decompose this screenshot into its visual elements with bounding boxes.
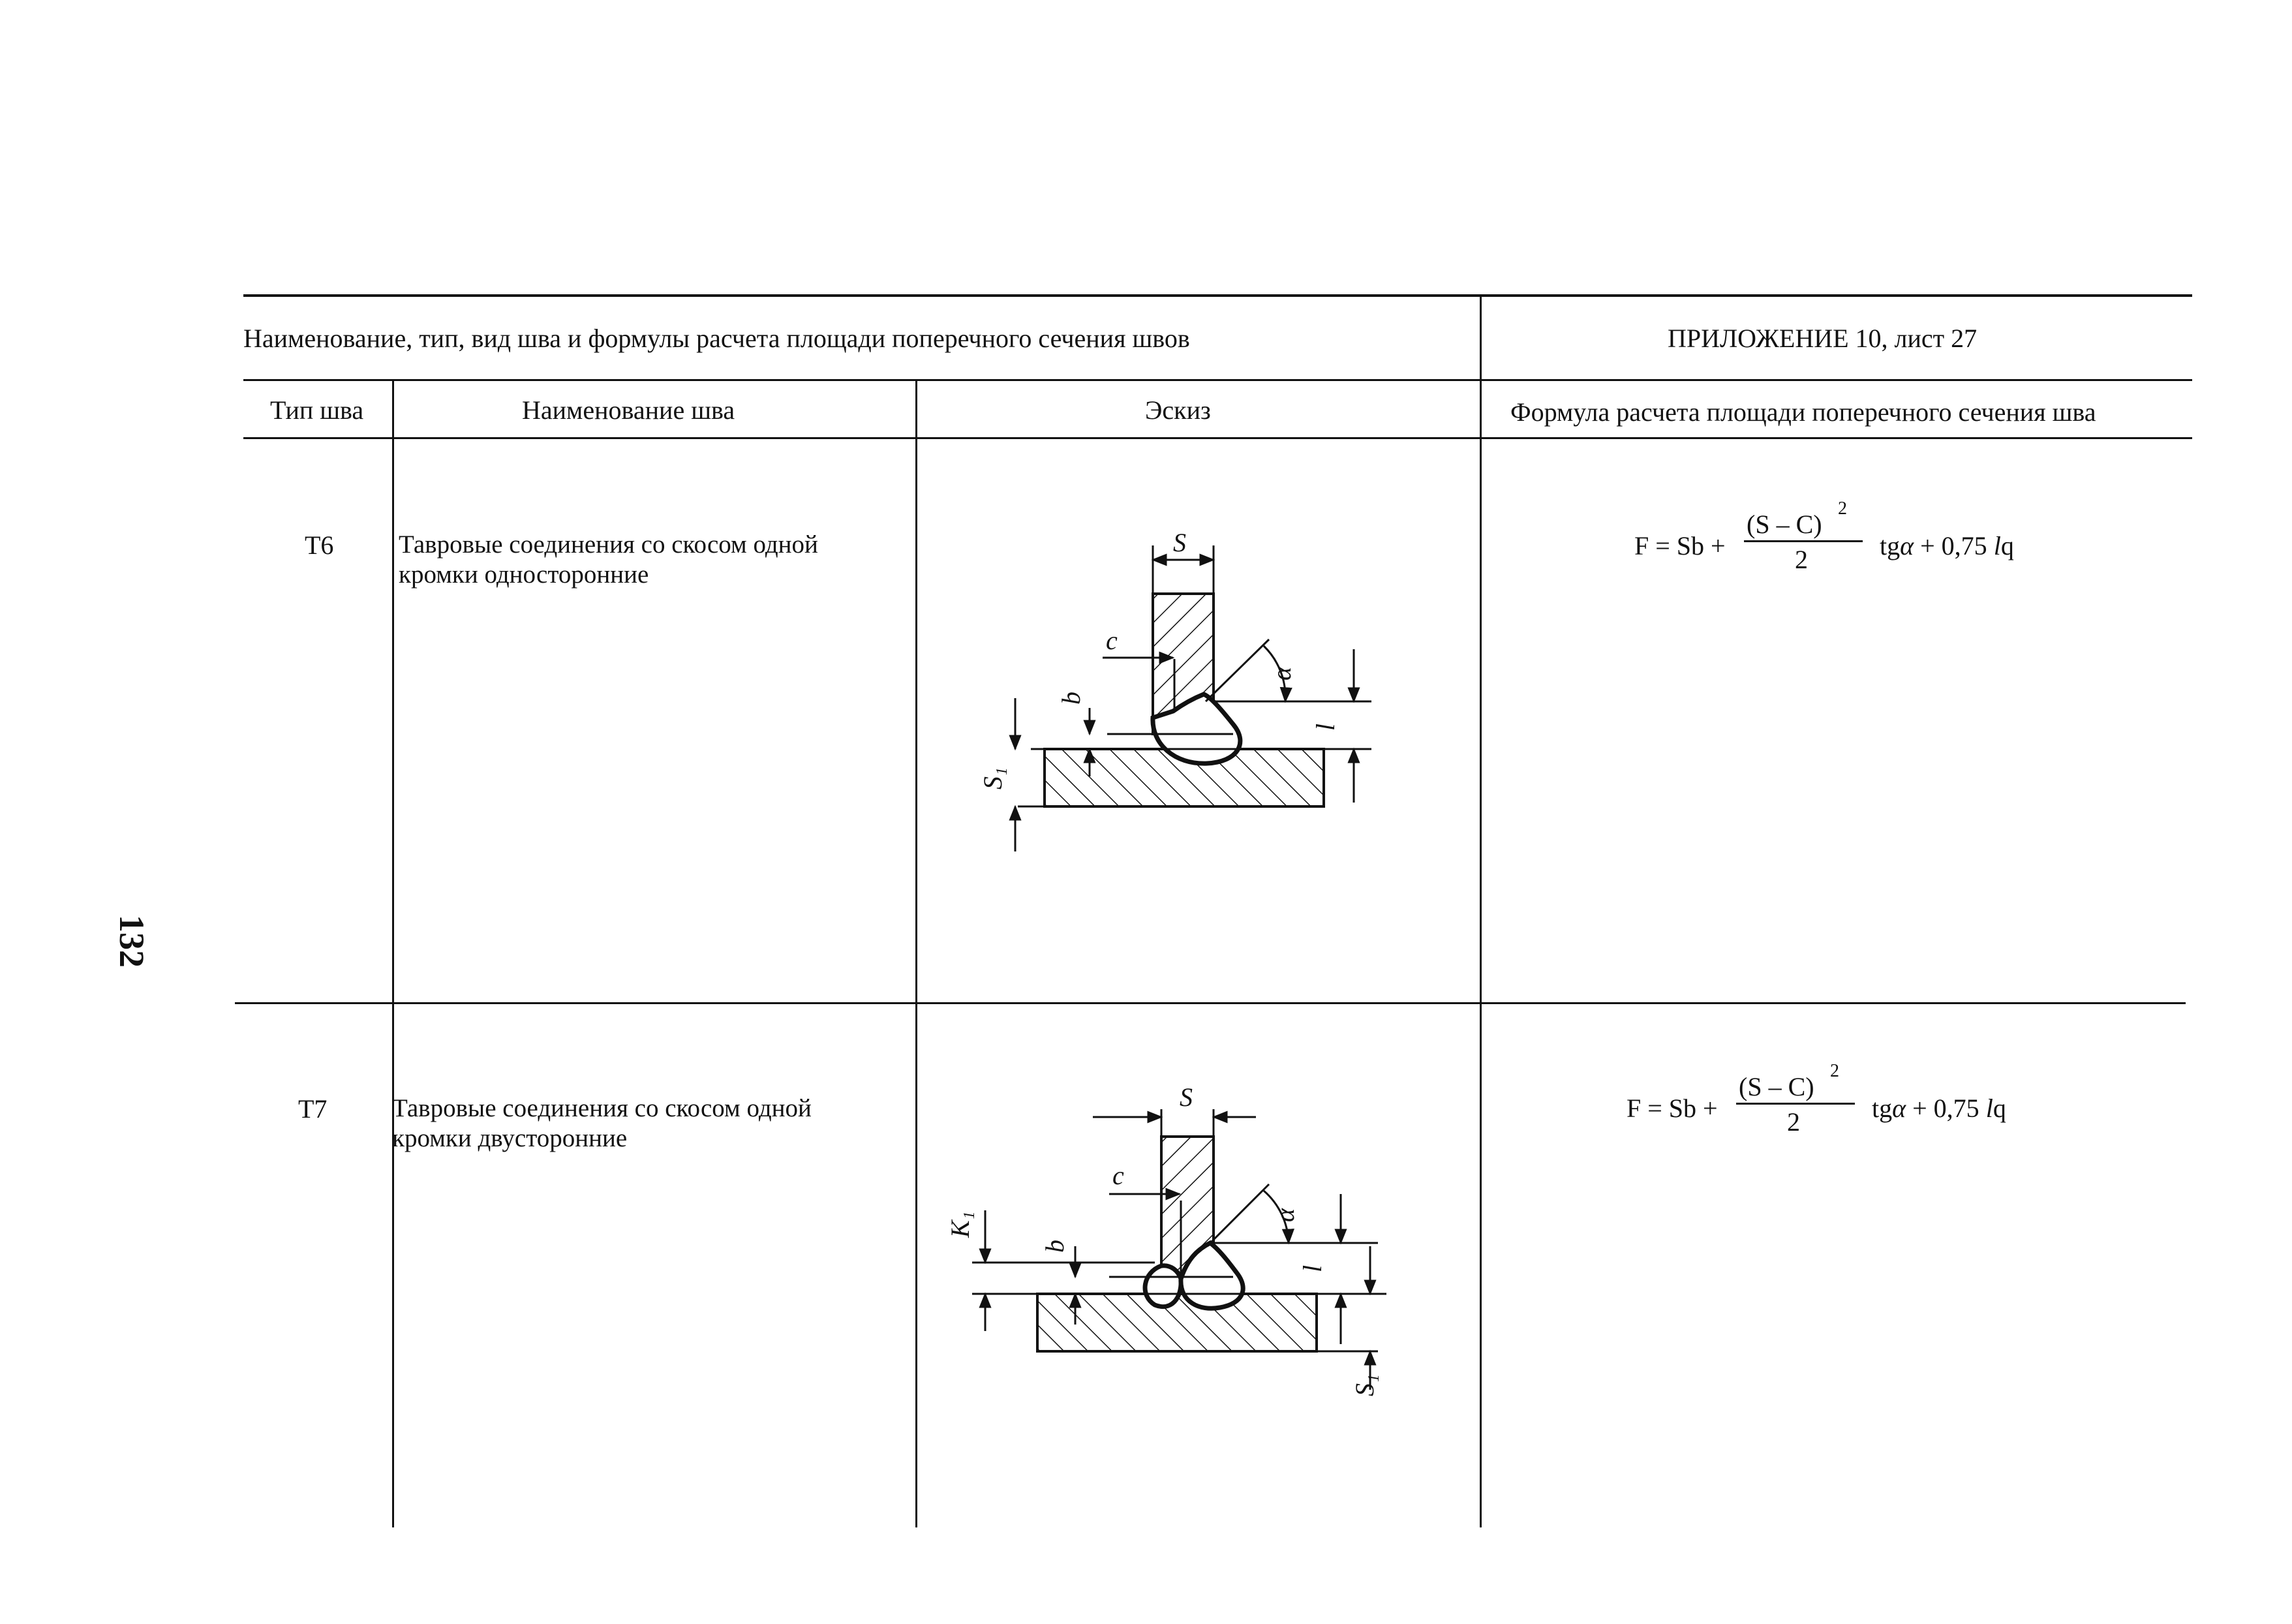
formula-denominator: 2 <box>1787 1107 1800 1137</box>
formula-exponent: 2 <box>1830 1061 1839 1081</box>
label-c: c <box>1112 1161 1124 1190</box>
table-title: Наименование, тип, вид шва и формулы расчета площади поперечного сечения швов <box>243 324 1190 353</box>
formula-l: l <box>1985 1094 1993 1123</box>
formula-coef: + 0,75 <box>1906 1094 1986 1123</box>
row-type-t6: Т6 <box>305 530 334 560</box>
formula-tg: tg <box>1880 531 1901 560</box>
formula-lhs: F = Sb + <box>1634 531 1726 560</box>
formula-lhs: F = Sb + <box>1627 1094 1718 1123</box>
row-name-t6: Тавровые соединения со скосом одной кромки односторонние <box>399 530 818 589</box>
label-s1: S₁ <box>978 767 1007 789</box>
column-header-formula: Формула расчета площади поперечного сечения шва <box>1510 397 2096 427</box>
column-header-name: Наименование шва <box>522 395 735 425</box>
column-header-type: Тип шва <box>270 395 364 425</box>
label-s1: S₁ <box>1350 1374 1379 1396</box>
formula-alpha: α <box>1900 531 1914 560</box>
formula-alpha: α <box>1892 1094 1906 1123</box>
label-alpha: α <box>1270 1208 1300 1222</box>
label-k1: K₁ <box>945 1211 975 1238</box>
formula-coef: + 0,75 <box>1914 531 1994 560</box>
formula-tg: tg <box>1872 1094 1893 1123</box>
formula-numerator: (S – C) <box>1747 510 1822 539</box>
base-plate <box>1037 1294 1317 1351</box>
label-l: l <box>1298 1264 1327 1272</box>
formula-numerator: (S – C) <box>1739 1072 1814 1101</box>
weld-bead-left <box>1145 1266 1181 1307</box>
formula-denominator: 2 <box>1795 545 1808 574</box>
page-number: 132 <box>112 915 151 968</box>
sketch-t7 <box>972 1109 1386 1390</box>
column-header-sketch: Эскиз <box>1145 395 1211 425</box>
label-s: S <box>1173 528 1186 557</box>
row-name-t7: Тавровые соединения со скосом одной кромки двусторонние <box>392 1094 812 1152</box>
formula-exponent: 2 <box>1838 498 1847 519</box>
label-b: b <box>1040 1240 1069 1253</box>
formula-q: q <box>2000 531 2014 560</box>
label-b: b <box>1056 692 1086 705</box>
label-l: l <box>1311 723 1340 731</box>
label-c: c <box>1106 626 1118 655</box>
formula-l: l <box>1993 531 2001 560</box>
appendix-label: ПРИЛОЖЕНИЕ 10, лист 27 <box>1668 324 1978 353</box>
label-s: S <box>1180 1082 1193 1112</box>
label-alpha: α <box>1267 667 1296 681</box>
row-type-t7: Т7 <box>298 1094 328 1124</box>
formula-q: q <box>1993 1094 2006 1123</box>
